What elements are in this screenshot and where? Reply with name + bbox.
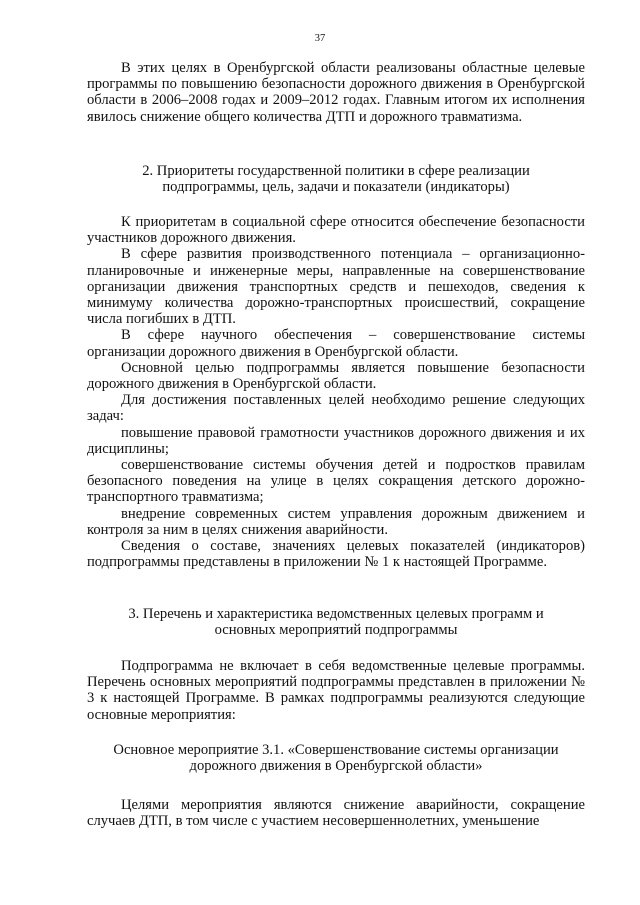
section-2-paragraph: В сфере развития производственного потенциала – организационно-планировочные и инженерные меры, направленные на совершенствование организации движения транспортных средств и пешеходов, сведения к минимуму количества дорожно-транспортных происшествий, сокращение числа погибших в ДТП. (87, 246, 585, 328)
measure-heading (87, 742, 585, 774)
final-block (87, 797, 585, 829)
intro-paragraph: В этих целях в Оренбургской области реализованы областные целевые программы по повышению безопасности дорожного движения в Оренбургской области в 2006–2008 годах и 2009–2012 годах. Главным итогом их исполнения явилось снижение общего количества ДТП и дорожного травматизма. (87, 60, 585, 125)
section-3-body (87, 658, 585, 723)
section-2-body (87, 214, 585, 570)
measure-title-line-1: Основное мероприятие 3.1. «Совершенствование системы организации (113, 742, 559, 758)
final-paragraph: Целями мероприятия являются снижение аварийности, сокращение случаев ДТП, в том числе с участием несовершеннолетних, уменьшение (87, 797, 585, 830)
section-2-heading (87, 163, 585, 195)
section-2-title-line-2: подпрограммы, цель, задачи и показатели (индикаторы) (162, 179, 510, 196)
section-2-title-line-1: 2. Приоритеты государственной политики в сфере реализации (142, 163, 530, 179)
section-2-paragraph: К приоритетам в социальной сфере относится обеспечение безопасности участников дорожного движения. (87, 214, 585, 247)
section-2-task: внедрение современных систем управления дорожным движением и контроля за ним в целях снижения аварийности. (87, 505, 585, 538)
section-3-title-line-2: основных мероприятий подпрограммы (214, 622, 458, 639)
section-3-heading (87, 606, 585, 638)
section-2-paragraph: Основной целью подпрограммы является повышение безопасности дорожного движения в Оренбургской области. (87, 359, 585, 393)
section-3-paragraph: Подпрограмма не включает в себя ведомственные целевые программы. Перечень основных мероприятий подпрограммы представлен в приложении № 3 к настоящей Программе. В рамках подпрограммы реализуются следующие основные мероприятия: (87, 658, 585, 723)
section-3-title-line-1: 3. Перечень и характеристика ведомственных целевых программ и (128, 606, 544, 622)
section-2-paragraph: В сфере научного обеспечения – совершенствование системы организации дорожного движения в Оренбургской области. (87, 327, 585, 360)
section-2-paragraph: Сведения о составе, значениях целевых показателей (индикаторов) подпрограммы представлены в приложении № 1 к настоящей Программе. (87, 538, 585, 571)
measure-title-line-2: дорожного движения в Оренбургской области» (189, 758, 483, 775)
section-2-paragraph: Для достижения поставленных целей необходимо решение следующих задач: (87, 392, 585, 425)
intro-block (87, 60, 585, 125)
page-number: 37 (314, 33, 326, 44)
section-2-task: совершенствование системы обучения детей и подростков правилам безопасного поведения на улице в целях сокращения детского дорожно-транспортного травматизма; (87, 457, 585, 506)
section-2-task: повышение правовой грамотности участников дорожного движения и их дисциплины; (87, 424, 585, 457)
